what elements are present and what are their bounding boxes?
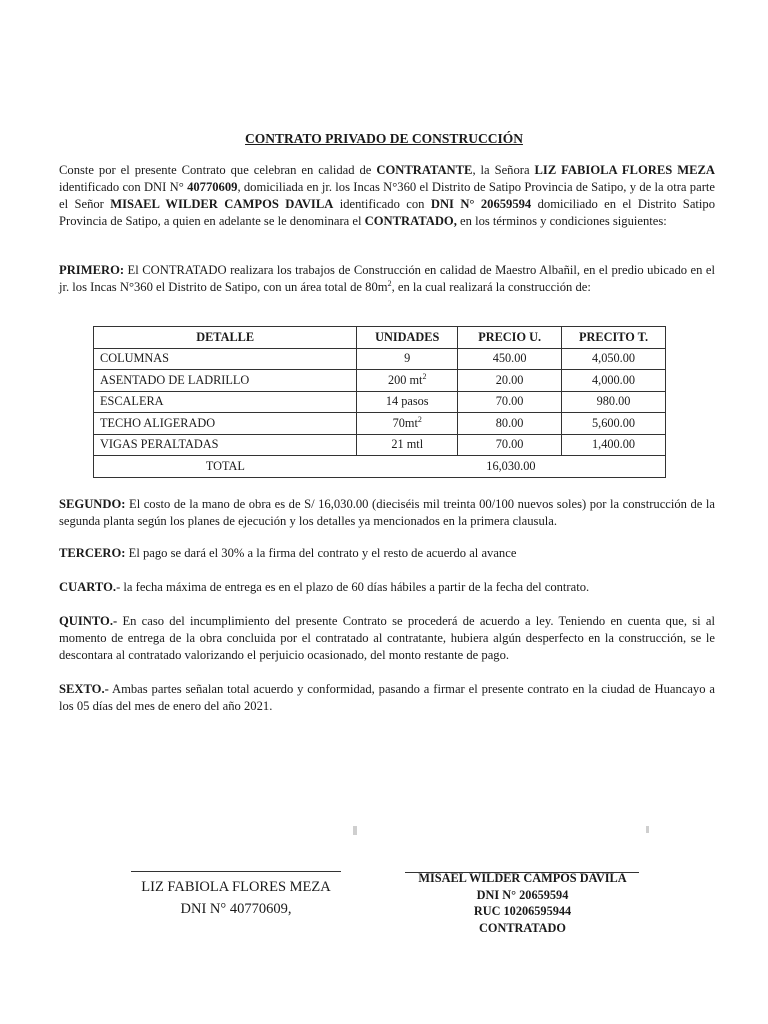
clause-quinto-text: En caso del incumplimiento del presente Contrato se procederá de acuerdo a ley. Teniendo en cuenta que, si al momento de entrega de la obra concluida por el contratado al contratante, hubiera algún desperfecto en la construcción, se le descontara al contratado valorizando el perjuicio ocasionado, del monto restante de pago. <box>59 614 715 662</box>
cell-detalle: ESCALERA <box>94 391 357 413</box>
cell-unidades-value: 14 pasos <box>385 394 429 409</box>
table-header-row <box>94 327 666 349</box>
cell-unidades-value: 70mt <box>392 415 418 430</box>
scan-speck <box>646 826 649 833</box>
cell-unidades-value: 200 mt <box>387 372 423 387</box>
cell-unidades-value: 9 <box>404 351 411 366</box>
cell-precio-u: 20.00 <box>458 370 562 392</box>
intro-text-5: identificado con <box>333 197 431 211</box>
signature-left-dni: DNI N° 40770609, <box>180 901 292 917</box>
cell-unidades-sup: 2 <box>422 371 427 381</box>
clause-quinto <box>59 613 715 664</box>
clause-segundo-text: El costo de la mano de obra es de S/ 16,030.00 (dieciséis mil treinta 00/100 nuevos soles) por la construcción de la segunda planta según los planes de ejecución y los detalles ya mencionados en la primera clausula. <box>59 497 715 528</box>
signature-block-right <box>405 870 640 936</box>
header-detalle: DETALLE <box>94 327 357 349</box>
document-title: CONTRATO PRIVADO DE CONSTRUCCIÓN <box>245 131 523 146</box>
table-row <box>94 391 666 413</box>
total-value: 16,030.00 <box>357 456 666 478</box>
signature-right-ruc: RUC 10206595944 <box>473 904 572 918</box>
clause-segundo <box>59 496 715 530</box>
clause-sexto <box>59 681 715 715</box>
intro-text-4: , domiciliada en jr. los Incas N°360 el Distrito de Satipo Provincia de Satipo, y de la otra parte el Señor <box>59 180 715 211</box>
header-precio-t: PRECITO T. <box>562 327 666 349</box>
intro-contratante-name: LIZ FABIOLA FLORES MEZA <box>534 163 715 177</box>
cell-precio-u: 70.00 <box>458 391 562 413</box>
table-row <box>94 434 666 456</box>
cell-unidades <box>357 348 458 370</box>
clause-tercero <box>59 545 715 562</box>
clause-segundo-heading: SEGUNDO: <box>59 497 126 511</box>
table-row <box>94 413 666 435</box>
intro-contratante: CONTRATANTE <box>376 163 473 177</box>
intro-paragraph <box>59 162 715 230</box>
cell-unidades <box>357 370 458 392</box>
clause-cuarto-text: - la fecha máxima de entrega es en el plazo de 60 días hábiles a partir de la fecha del contrato. <box>116 580 590 594</box>
cell-precio-t: 4,000.00 <box>562 370 666 392</box>
signature-line-left <box>131 871 341 872</box>
clause-primero-heading: PRIMERO: <box>59 263 125 277</box>
cell-precio-u: 450.00 <box>458 348 562 370</box>
intro-text-7: en los términos y condiciones siguientes: <box>456 214 667 228</box>
header-precio-u: PRECIO U. <box>458 327 562 349</box>
clause-quinto-heading: QUINTO.- <box>59 614 118 628</box>
clause-tercero-heading: TERCERO: <box>59 546 126 560</box>
cell-unidades <box>357 391 458 413</box>
intro-contratado-name: MISAEL WILDER CAMPOS DAVILA <box>110 197 334 211</box>
intro-contratado-dni: DNI N° 20659594 <box>430 197 532 211</box>
signature-right-name: MISAEL WILDER CAMPOS DAVILA <box>418 871 627 885</box>
cell-detalle: VIGAS PERALTADAS <box>94 434 357 456</box>
signature-block-left <box>131 876 341 920</box>
clause-primero-sup: 2 <box>387 278 392 288</box>
table-total-row <box>94 456 666 478</box>
cell-precio-t: 4,050.00 <box>562 348 666 370</box>
cell-precio-u: 80.00 <box>458 413 562 435</box>
table-row <box>94 370 666 392</box>
cell-precio-t: 1,400.00 <box>562 434 666 456</box>
cell-detalle: TECHO ALIGERADO <box>94 413 357 435</box>
intro-text-2: , la Señora <box>472 163 535 177</box>
cell-precio-u: 70.00 <box>458 434 562 456</box>
clause-primero-text-2: , en la cual realizará la construcción de: <box>391 280 591 294</box>
signature-left-name: LIZ FABIOLA FLORES MEZA <box>141 879 331 895</box>
total-label: TOTAL <box>94 456 357 478</box>
cell-unidades <box>357 413 458 435</box>
intro-text-6: domiciliado en el Distrito Satipo Provincia de Satipo, a quien en adelante se le denominara el <box>59 197 715 228</box>
table-row <box>94 348 666 370</box>
intro-contratado: CONTRATADO, <box>364 214 457 228</box>
clause-sexto-heading: SEXTO.- <box>59 682 109 696</box>
intro-text-3: identificado con DNI N° <box>59 180 188 194</box>
header-unidades: UNIDADES <box>357 327 458 349</box>
signature-right-dni: DNI N° 20659594 <box>476 887 569 902</box>
cell-detalle: ASENTADO DE LADRILLO <box>94 370 357 392</box>
cell-precio-t: 5,600.00 <box>562 413 666 435</box>
intro-contratante-dni: 40770609 <box>187 180 238 194</box>
clause-primero-text: El CONTRATADO realizara los trabajos de Construcción en calidad de Maestro Albañil, en el predio ubicado en el jr. los Incas N°360 el Distrito de Satipo, con un área total de 80m <box>59 263 715 294</box>
cell-detalle: COLUMNAS <box>94 348 357 370</box>
clause-tercero-text: El pago se dará el 30% a la firma del contrato y el resto de acuerdo al avance <box>125 546 517 560</box>
cell-precio-t: 980.00 <box>562 391 666 413</box>
works-table <box>93 326 666 478</box>
signature-right-role: CONTRATADO <box>479 920 566 935</box>
clause-cuarto-heading: CUARTO. <box>59 580 117 594</box>
cell-unidades <box>357 434 458 456</box>
clause-sexto-text: Ambas partes señalan total acuerdo y conformidad, pasando a firmar el presente contrato en la ciudad de Huancayo a los 05 días del mes de enero del año 2021. <box>59 682 715 713</box>
clause-primero <box>59 262 715 296</box>
clause-cuarto <box>59 579 715 596</box>
cell-unidades-value: 21 mtl <box>391 437 424 452</box>
intro-text-1: Conste por el presente Contrato que celebran en calidad de <box>59 163 377 177</box>
cell-unidades-sup: 2 <box>417 414 422 424</box>
scan-speck <box>353 826 357 835</box>
